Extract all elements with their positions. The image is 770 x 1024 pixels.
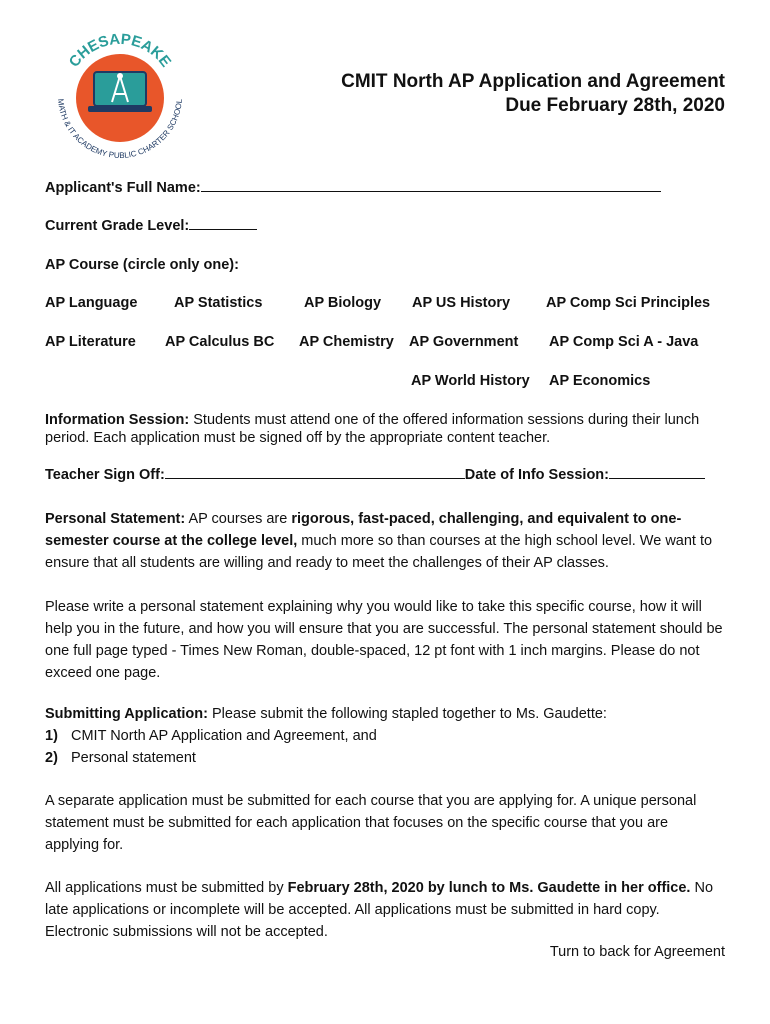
course-ap-comp-sci-principles[interactable]: AP Comp Sci Principles	[546, 295, 711, 311]
teacher-signoff-line[interactable]	[165, 477, 465, 479]
school-logo	[50, 26, 190, 166]
logo-arc-bottom: MATH & IT ACADEMY PUBLIC CHARTER SCHOOL	[55, 98, 184, 161]
full-name-field[interactable]	[45, 180, 661, 196]
submitting-item-number: 1)	[45, 728, 58, 744]
course-ap-economics[interactable]: AP Economics	[549, 373, 651, 389]
info-date-label: Date of Info Session:	[464, 467, 609, 483]
title-text: CMIT North AP Application and Agreement	[341, 71, 725, 92]
course-ap-statistics[interactable]: AP Statistics	[174, 295, 263, 311]
info-session-paragraph	[45, 411, 725, 447]
submitting-item	[45, 725, 725, 747]
personal-statement-instructions: Please write a personal statement explaining why you would like to take this specific course, how it will help you in the future, and how you will ensure that you are successful. The personal statement should be one full page typed - Times New Roman, double-spaced, 12 pt font with 1 inch margins. Please do not exceed one page.	[45, 599, 723, 681]
personal-statement-label: Personal Statement:	[45, 511, 186, 527]
deadline-text1: All applications must be submitted by	[45, 880, 288, 896]
course-ap-chemistry[interactable]: AP Chemistry	[299, 334, 394, 350]
personal-statement-paragraph	[45, 508, 725, 574]
grade-line[interactable]	[189, 228, 257, 230]
course-ap-language[interactable]: AP Language	[45, 295, 138, 311]
deadline-bold: February 28th, 2020 by lunch to Ms. Gaudette in her office.	[287, 880, 691, 896]
submitting-item-number: 2)	[45, 750, 58, 766]
teacher-signoff-label: Teacher Sign Off:	[45, 467, 165, 483]
info-date-line[interactable]	[609, 477, 705, 479]
personal-statement-text2: much more so than courses at the high school level. We want to ensure that all students are willing and ready to meet the challenges of their AP classes.	[45, 533, 713, 571]
course-ap-comp-sci-a-java[interactable]: AP Comp Sci A - Java	[549, 334, 699, 350]
personal-statement-bold: rigorous, fast-paced, challenging, and equivalent to one-semester course at the college level,	[45, 511, 682, 549]
submitting-paragraph	[45, 703, 725, 725]
due-date: Due February 28th, 2020	[505, 95, 725, 116]
course-label: AP Course (circle only one):	[45, 257, 239, 273]
course-ap-government[interactable]: AP Government	[409, 334, 519, 350]
submitting-label: Submitting Application:	[45, 706, 208, 722]
course-ap-world-history[interactable]: AP World History	[411, 373, 530, 389]
course-ap-biology[interactable]: AP Biology	[304, 295, 382, 311]
info-session-text: Students must attend one of the offered information sessions during their lunch period. Each application must be signed off by the appropriate content teacher.	[45, 412, 700, 446]
grade-label: Current Grade Level:	[45, 218, 190, 234]
submitting-item-text: Personal statement	[71, 750, 196, 766]
full-name-line[interactable]	[201, 190, 661, 192]
submitting-item-text: CMIT North AP Application and Agreement, and	[71, 728, 377, 744]
submitting-text: Please submit the following stapled together to Ms. Gaudette:	[207, 706, 607, 722]
course-ap-literature[interactable]: AP Literature	[45, 334, 136, 350]
grade-field[interactable]	[45, 218, 257, 234]
page-title	[341, 70, 725, 118]
logo-arc-top: CHESAPEAKE	[65, 30, 175, 71]
deadline-paragraph	[45, 877, 725, 943]
signoff-row	[45, 467, 705, 483]
course-ap-calculus-bc[interactable]: AP Calculus BC	[165, 334, 275, 350]
info-session-label: Information Session:	[45, 412, 190, 428]
submitting-item	[45, 747, 725, 769]
separate-application-paragraph: A separate application must be submitted for each course that you are applying for. A unique personal statement must be submitted for each application that focuses on the specific course that you are applying for.	[45, 793, 697, 853]
course-ap-us-history[interactable]: AP US History	[412, 295, 511, 311]
turn-page-note: Turn to back for Agreement	[549, 944, 725, 960]
personal-statement-text1: AP courses are	[185, 511, 292, 527]
full-name-label: Applicant's Full Name:	[45, 180, 201, 196]
deadline-text2: No late applications or incomplete will be accepted. All applications must be submitted in hard copy. Electronic submissions will not be accepted.	[45, 880, 714, 940]
